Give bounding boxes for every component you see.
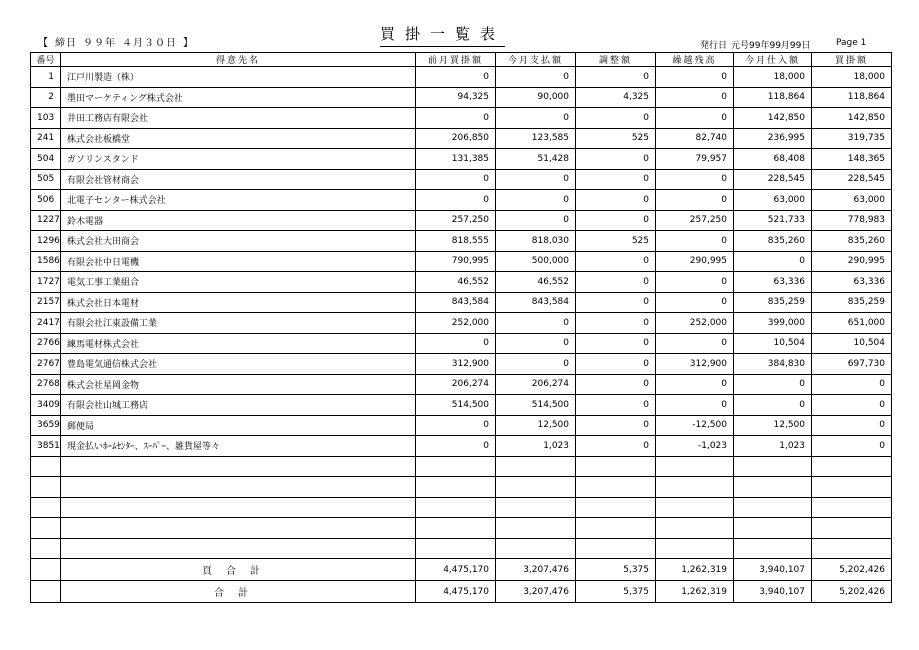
total-purchase: 3,940,107	[734, 559, 812, 581]
table-row	[31, 169, 892, 190]
empty-cell	[734, 538, 812, 559]
row-payment: 90,000	[496, 87, 576, 108]
cutoff-label: 締日	[55, 38, 77, 49]
row-payable: 290,995	[812, 251, 892, 272]
empty-cell	[656, 497, 734, 518]
row-carry: 0	[656, 272, 734, 293]
empty-cell	[31, 497, 61, 518]
empty-cell	[496, 497, 576, 518]
row-adjustment: 0	[576, 210, 656, 231]
row-payment: 206,274	[496, 374, 576, 395]
row-adjustment: 0	[576, 374, 656, 395]
row-purchase: 399,000	[734, 313, 812, 334]
empty-cell	[416, 477, 496, 498]
row-prev-balance: 790,995	[416, 251, 496, 272]
col-name: 得意先名	[61, 53, 416, 67]
empty-cell	[734, 477, 812, 498]
row-payment: 0	[496, 210, 576, 231]
row-purchase: 0	[734, 374, 812, 395]
row-adjustment: 4,325	[576, 87, 656, 108]
table-row	[31, 251, 892, 272]
total-blank	[31, 559, 61, 581]
empty-cell	[812, 497, 892, 518]
row-purchase: 0	[734, 251, 812, 272]
row-carry: 0	[656, 67, 734, 88]
row-code: 1296	[31, 231, 61, 252]
empty-row	[31, 538, 892, 559]
row-adjustment: 0	[576, 272, 656, 293]
empty-cell	[576, 497, 656, 518]
row-prev-balance: 0	[416, 436, 496, 457]
row-purchase: 118,864	[734, 87, 812, 108]
empty-cell	[416, 538, 496, 559]
total-payment: 3,207,476	[496, 581, 576, 603]
row-code: 505	[31, 169, 61, 190]
row-payable: 63,000	[812, 190, 892, 211]
row-purchase: 18,000	[734, 67, 812, 88]
total-carry: 1,262,319	[656, 581, 734, 603]
total-purchase: 3,940,107	[734, 581, 812, 603]
row-prev-balance: 843,584	[416, 292, 496, 313]
row-payment: 818,030	[496, 231, 576, 252]
row-prev-balance: 312,900	[416, 354, 496, 375]
grand-total-row	[31, 581, 892, 603]
row-name: 電気工事工業組合	[61, 272, 416, 293]
row-payable: 835,260	[812, 231, 892, 252]
row-name: 墨田マーケティング株式会社	[61, 87, 416, 108]
row-name: 江戸川製造（株）	[61, 67, 416, 88]
row-name: 井田工務店有限会社	[61, 108, 416, 129]
row-prev-balance: 0	[416, 415, 496, 436]
row-carry: 0	[656, 231, 734, 252]
empty-cell	[576, 477, 656, 498]
row-carry: 0	[656, 292, 734, 313]
issue-label: 発行日	[700, 41, 728, 51]
row-carry: 252,000	[656, 313, 734, 334]
row-code: 2157	[31, 292, 61, 313]
row-prev-balance: 0	[416, 333, 496, 354]
row-adjustment: 0	[576, 169, 656, 190]
row-payable: 63,336	[812, 272, 892, 293]
empty-cell	[812, 538, 892, 559]
row-payment: 0	[496, 190, 576, 211]
row-payment: 12,500	[496, 415, 576, 436]
row-carry: -1,023	[656, 436, 734, 457]
table-row	[31, 231, 892, 252]
row-carry: 290,995	[656, 251, 734, 272]
row-payment: 0	[496, 333, 576, 354]
row-purchase: 10,504	[734, 333, 812, 354]
row-carry: 257,250	[656, 210, 734, 231]
col-payable: 買掛額	[812, 53, 892, 67]
row-payment: 514,500	[496, 395, 576, 416]
row-code: 3409	[31, 395, 61, 416]
row-prev-balance: 206,274	[416, 374, 496, 395]
row-code: 2766	[31, 333, 61, 354]
row-adjustment: 0	[576, 333, 656, 354]
empty-row	[31, 518, 892, 539]
table-row	[31, 272, 892, 293]
empty-cell	[656, 518, 734, 539]
row-purchase: 63,000	[734, 190, 812, 211]
row-adjustment: 0	[576, 67, 656, 88]
empty-cell	[734, 518, 812, 539]
row-code: 506	[31, 190, 61, 211]
page-title: 買掛一覧表	[380, 25, 505, 47]
row-purchase: 228,545	[734, 169, 812, 190]
row-code: 2	[31, 87, 61, 108]
row-prev-balance: 257,250	[416, 210, 496, 231]
empty-row	[31, 477, 892, 498]
row-purchase: 1,023	[734, 436, 812, 457]
row-name: 株式会社日本電材	[61, 292, 416, 313]
col-adjustment: 調整額	[576, 53, 656, 67]
row-payment: 46,552	[496, 272, 576, 293]
empty-cell	[496, 477, 576, 498]
row-carry: -12,500	[656, 415, 734, 436]
table-row	[31, 190, 892, 211]
cutoff-date	[38, 34, 200, 54]
row-adjustment: 0	[576, 149, 656, 170]
row-prev-balance: 131,385	[416, 149, 496, 170]
cutoff-year: ９９年	[83, 38, 116, 49]
empty-cell	[656, 538, 734, 559]
row-carry: 0	[656, 190, 734, 211]
empty-cell	[416, 456, 496, 477]
issue-value: 元号99年99月99日	[731, 41, 811, 51]
row-carry: 312,900	[656, 354, 734, 375]
page-number: Page 1	[836, 38, 867, 48]
row-adjustment: 0	[576, 292, 656, 313]
table-row	[31, 436, 892, 457]
row-name: 株式会社大田商会	[61, 231, 416, 252]
total-label: 合計	[61, 581, 416, 603]
row-carry: 82,740	[656, 128, 734, 149]
row-adjustment: 0	[576, 313, 656, 334]
row-payment: 51,428	[496, 149, 576, 170]
row-purchase: 68,408	[734, 149, 812, 170]
row-carry: 0	[656, 374, 734, 395]
table-row	[31, 415, 892, 436]
row-adjustment: 0	[576, 436, 656, 457]
row-payable: 0	[812, 395, 892, 416]
row-payment: 0	[496, 169, 576, 190]
row-name: 有限会社山城工務店	[61, 395, 416, 416]
total-payable: 5,202,426	[812, 559, 892, 581]
row-payable: 651,000	[812, 313, 892, 334]
row-name: 郵便局	[61, 415, 416, 436]
row-payable: 319,735	[812, 128, 892, 149]
row-code: 103	[31, 108, 61, 129]
row-name: 現金払いﾎｰﾑｾﾝﾀｰ、ｽｰﾊﾟｰ、雑貨屋等々	[61, 436, 416, 457]
total-blank	[31, 581, 61, 603]
row-purchase: 0	[734, 395, 812, 416]
row-purchase: 384,830	[734, 354, 812, 375]
total-payment: 3,207,476	[496, 559, 576, 581]
empty-cell	[31, 518, 61, 539]
row-carry: 0	[656, 395, 734, 416]
total-label: 頁合計	[61, 559, 416, 581]
empty-row	[31, 497, 892, 518]
table-row	[31, 87, 892, 108]
cutoff-day: ４月３０日	[122, 38, 177, 49]
row-carry: 0	[656, 87, 734, 108]
row-purchase: 835,260	[734, 231, 812, 252]
row-code: 2767	[31, 354, 61, 375]
table-header-row	[31, 53, 892, 67]
col-payment: 今月支払額	[496, 53, 576, 67]
row-payable: 118,864	[812, 87, 892, 108]
row-name: 北電子センター株式会社	[61, 190, 416, 211]
row-name: 株式会社星岡金物	[61, 374, 416, 395]
row-name: 有限会社江東設備工業	[61, 313, 416, 334]
row-payable: 0	[812, 436, 892, 457]
row-prev-balance: 46,552	[416, 272, 496, 293]
table-row	[31, 395, 892, 416]
empty-cell	[812, 456, 892, 477]
col-carry: 繰越残高	[656, 53, 734, 67]
row-purchase: 63,336	[734, 272, 812, 293]
table-row	[31, 128, 892, 149]
row-prev-balance: 206,850	[416, 128, 496, 149]
row-payment: 123,585	[496, 128, 576, 149]
table-row	[31, 354, 892, 375]
row-prev-balance: 514,500	[416, 395, 496, 416]
table-row	[31, 108, 892, 129]
row-code: 1	[31, 67, 61, 88]
row-payment: 0	[496, 108, 576, 129]
empty-cell	[576, 538, 656, 559]
row-payable: 228,545	[812, 169, 892, 190]
empty-cell	[496, 456, 576, 477]
row-adjustment: 0	[576, 415, 656, 436]
empty-cell	[734, 497, 812, 518]
empty-cell	[31, 456, 61, 477]
payables-table	[30, 52, 892, 603]
row-payment: 843,584	[496, 292, 576, 313]
row-carry: 0	[656, 169, 734, 190]
col-purchase: 今月仕入額	[734, 53, 812, 67]
row-prev-balance: 0	[416, 169, 496, 190]
row-adjustment: 0	[576, 108, 656, 129]
page-total-row	[31, 559, 892, 581]
empty-cell	[576, 518, 656, 539]
row-payable: 10,504	[812, 333, 892, 354]
row-purchase: 236,995	[734, 128, 812, 149]
empty-cell	[416, 518, 496, 539]
table-row	[31, 292, 892, 313]
empty-cell	[496, 518, 576, 539]
row-payment: 1,023	[496, 436, 576, 457]
empty-cell	[61, 518, 416, 539]
row-adjustment: 0	[576, 190, 656, 211]
total-carry: 1,262,319	[656, 559, 734, 581]
row-adjustment: 525	[576, 128, 656, 149]
table-row	[31, 374, 892, 395]
table-row	[31, 67, 892, 88]
row-payable: 0	[812, 415, 892, 436]
row-code: 2768	[31, 374, 61, 395]
row-adjustment: 0	[576, 395, 656, 416]
row-name: 練馬電材株式会社	[61, 333, 416, 354]
row-name: 鈴木電器	[61, 210, 416, 231]
row-code: 2417	[31, 313, 61, 334]
empty-cell	[31, 477, 61, 498]
row-code: 3659	[31, 415, 61, 436]
row-purchase: 142,850	[734, 108, 812, 129]
table-row	[31, 333, 892, 354]
row-carry: 0	[656, 333, 734, 354]
table-row	[31, 149, 892, 170]
row-name: 有限会社中日電機	[61, 251, 416, 272]
row-code: 1586	[31, 251, 61, 272]
table-row	[31, 313, 892, 334]
row-prev-balance: 0	[416, 67, 496, 88]
row-name: 豊島電気通信株式会社	[61, 354, 416, 375]
row-code: 1227	[31, 210, 61, 231]
row-payment: 0	[496, 313, 576, 334]
row-prev-balance: 0	[416, 108, 496, 129]
empty-row	[31, 456, 892, 477]
row-name: ガソリンスタンド	[61, 149, 416, 170]
empty-cell	[656, 456, 734, 477]
total-adjustment: 5,375	[576, 581, 656, 603]
row-purchase: 835,259	[734, 292, 812, 313]
row-code: 3851	[31, 436, 61, 457]
empty-cell	[61, 538, 416, 559]
row-prev-balance: 252,000	[416, 313, 496, 334]
empty-cell	[61, 456, 416, 477]
row-name: 有限会社管材商会	[61, 169, 416, 190]
row-payable: 142,850	[812, 108, 892, 129]
total-prev-balance: 4,475,170	[416, 581, 496, 603]
total-adjustment: 5,375	[576, 559, 656, 581]
bracket-close: 】	[183, 38, 194, 49]
row-prev-balance: 94,325	[416, 87, 496, 108]
row-prev-balance: 818,555	[416, 231, 496, 252]
row-payable: 778,983	[812, 210, 892, 231]
row-purchase: 521,733	[734, 210, 812, 231]
row-code: 504	[31, 149, 61, 170]
row-carry: 0	[656, 108, 734, 129]
row-adjustment: 525	[576, 231, 656, 252]
row-payable: 148,365	[812, 149, 892, 170]
row-prev-balance: 0	[416, 190, 496, 211]
row-payable: 0	[812, 374, 892, 395]
row-carry: 79,957	[656, 149, 734, 170]
row-purchase: 12,500	[734, 415, 812, 436]
table-row	[31, 210, 892, 231]
empty-cell	[812, 477, 892, 498]
row-payment: 0	[496, 354, 576, 375]
empty-cell	[61, 497, 416, 518]
empty-cell	[31, 538, 61, 559]
empty-cell	[496, 538, 576, 559]
row-payment: 500,000	[496, 251, 576, 272]
empty-cell	[656, 477, 734, 498]
row-payable: 697,730	[812, 354, 892, 375]
empty-cell	[61, 477, 416, 498]
row-payment: 0	[496, 67, 576, 88]
col-prev-balance: 前月買掛額	[416, 53, 496, 67]
row-adjustment: 0	[576, 354, 656, 375]
row-adjustment: 0	[576, 251, 656, 272]
total-payable: 5,202,426	[812, 581, 892, 603]
row-payable: 835,259	[812, 292, 892, 313]
row-name: 株式会社板橋堂	[61, 128, 416, 149]
row-payable: 18,000	[812, 67, 892, 88]
row-code: 241	[31, 128, 61, 149]
bracket-open: 【	[38, 38, 49, 49]
total-prev-balance: 4,475,170	[416, 559, 496, 581]
empty-cell	[812, 518, 892, 539]
empty-cell	[734, 456, 812, 477]
row-code: 1727	[31, 272, 61, 293]
col-code: 番号	[31, 53, 61, 67]
empty-cell	[416, 497, 496, 518]
empty-cell	[576, 456, 656, 477]
